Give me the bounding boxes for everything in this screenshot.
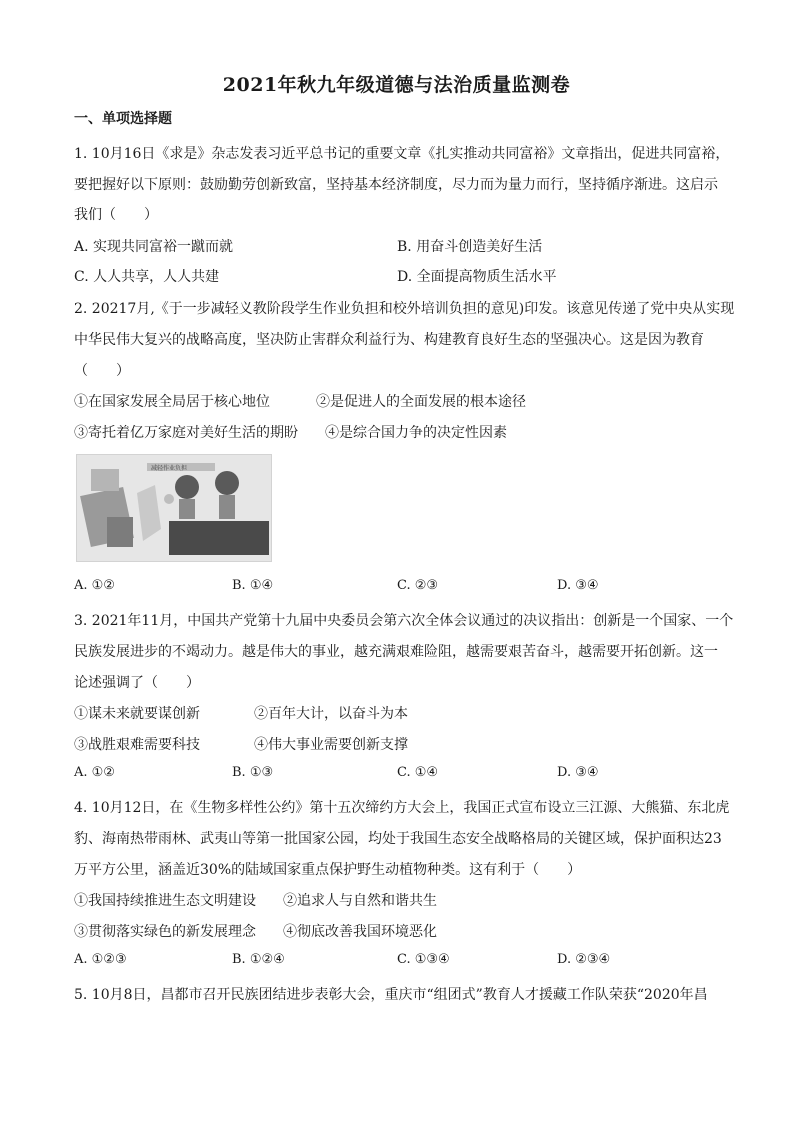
q4-option-a: A. ①②③ bbox=[74, 952, 127, 967]
q1-option-b: B. 用奋斗创造美好生活 bbox=[397, 239, 543, 255]
q3-option-c: C. ①④ bbox=[397, 765, 439, 780]
section-heading: 一、单项选择题 bbox=[74, 111, 172, 127]
q2-option-c: C. ②③ bbox=[397, 578, 439, 593]
q3-statement-3: ③战胜艰难需要科技 bbox=[74, 737, 200, 753]
child-head-1 bbox=[175, 475, 199, 499]
q2-statement-3: ③寄托着亿万家庭对美好生活的期盼 bbox=[74, 425, 298, 441]
q5-line-1: 5. 10月8日，昌都市召开民族团结进步表彰大会，重庆市“组团式”教育人才援藏工作队荣获“2020年昌 bbox=[74, 987, 708, 1003]
q3-option-a: A. ①② bbox=[74, 765, 115, 780]
q3-line-2: 民族发展进步的不竭动力。越是伟大的事业，越充满艰难险阻，越需要艰苦奋斗，越需要开拓创新。这一 bbox=[74, 644, 718, 660]
q2-line-3: （ ） bbox=[74, 363, 130, 379]
q4-statement-2: ②追求人与自然和谐共生 bbox=[283, 893, 437, 909]
q1-option-c: C. 人人共享，人人共建 bbox=[74, 269, 220, 285]
q3-line-3: 论述强调了（ ） bbox=[74, 675, 200, 691]
illustration-image bbox=[76, 454, 272, 562]
box-shape bbox=[91, 469, 119, 491]
q4-option-d: D. ②③④ bbox=[557, 952, 611, 967]
q1-option-d: D. 全面提高物质生活水平 bbox=[397, 269, 557, 285]
q4-option-b: B. ①②④ bbox=[232, 952, 285, 967]
q3-statement-4: ④伟大事业需要创新支撑 bbox=[254, 737, 408, 753]
q3-option-b: B. ①③ bbox=[232, 765, 274, 780]
q4-statement-4: ④彻底改善我国环境恶化 bbox=[283, 924, 437, 940]
q1-line-1: 1. 10月16日《求是》杂志发表习近平总书记的重要文章《扎实推动共同富裕》文章指出，促进共同富裕， bbox=[74, 146, 730, 162]
q4-statement-3: ③贯彻落实绿色的新发展理念 bbox=[74, 924, 256, 940]
q4-line-2: 豹、海南热带雨林、武夷山等第一批国家公园，均处于我国生态安全战略格局的关键区域，保护面积达23 bbox=[74, 831, 722, 847]
q1-line-2: 要把握好以下原则：鼓励勤劳创新致富，坚持基本经济制度，尽力而为量力而行，坚持循序渐进。这启示 bbox=[74, 177, 718, 193]
book-shape bbox=[169, 521, 269, 555]
q3-option-d: D. ③④ bbox=[557, 765, 599, 780]
q3-statement-1: ①谋未来就要谋创新 bbox=[74, 706, 200, 722]
q4-statement-1: ①我国持续推进生态文明建设 bbox=[74, 893, 256, 909]
q2-statement-2: ②是促进人的全面发展的根本途径 bbox=[316, 394, 526, 410]
q2-option-b: B. ①④ bbox=[232, 578, 274, 593]
q3-statement-2: ②百年大计，以奋斗为本 bbox=[254, 706, 408, 722]
q2-option-d: D. ③④ bbox=[557, 578, 599, 593]
q3-line-1: 3. 2021年11月，中国共产党第十九届中央委员会第六次全体会议通过的决议指出：创新是一个国家、一个 bbox=[74, 613, 734, 629]
cartoon-illustration bbox=[77, 455, 271, 561]
child-head-2 bbox=[215, 471, 239, 495]
q2-line-2: 中华民伟大复兴的战略高度，坚决防止害群众利益行为、构建教育良好生态的坚强决心。这是因为教育 bbox=[74, 332, 704, 348]
q2-statement-1: ①在国家发展全局居于核心地位 bbox=[74, 394, 270, 410]
q1-line-3: 我们（ ） bbox=[74, 207, 158, 223]
q1-option-a: A. 实现共同富裕一蹴而就 bbox=[74, 239, 234, 255]
figure-caption: 减轻作业负担 bbox=[151, 465, 188, 472]
q4-line-3: 万平方公里，涵盖近30%的陆域国家重点保护野生动植物种类。这有利于（ ） bbox=[74, 862, 582, 878]
q4-line-1: 4. 10月12日，在《生物多样性公约》第十五次缔约方大会上，我国正式宣布设立三江源、大熊猫、东北虎 bbox=[74, 800, 730, 816]
q2-option-a: A. ①② bbox=[74, 578, 115, 593]
q2-line-1: 2. 20217月,《于一步减轻义教阶段学生作业负担和校外培训负担的意见)印发。该意见传递了党中央从实现 bbox=[74, 301, 735, 317]
exam-title: 2021年秋九年级道德与法治质量监测卷 bbox=[222, 74, 571, 96]
q4-option-c: C. ①③④ bbox=[397, 952, 450, 967]
q2-statement-4: ④是综合国力争的决定性因素 bbox=[325, 425, 507, 441]
